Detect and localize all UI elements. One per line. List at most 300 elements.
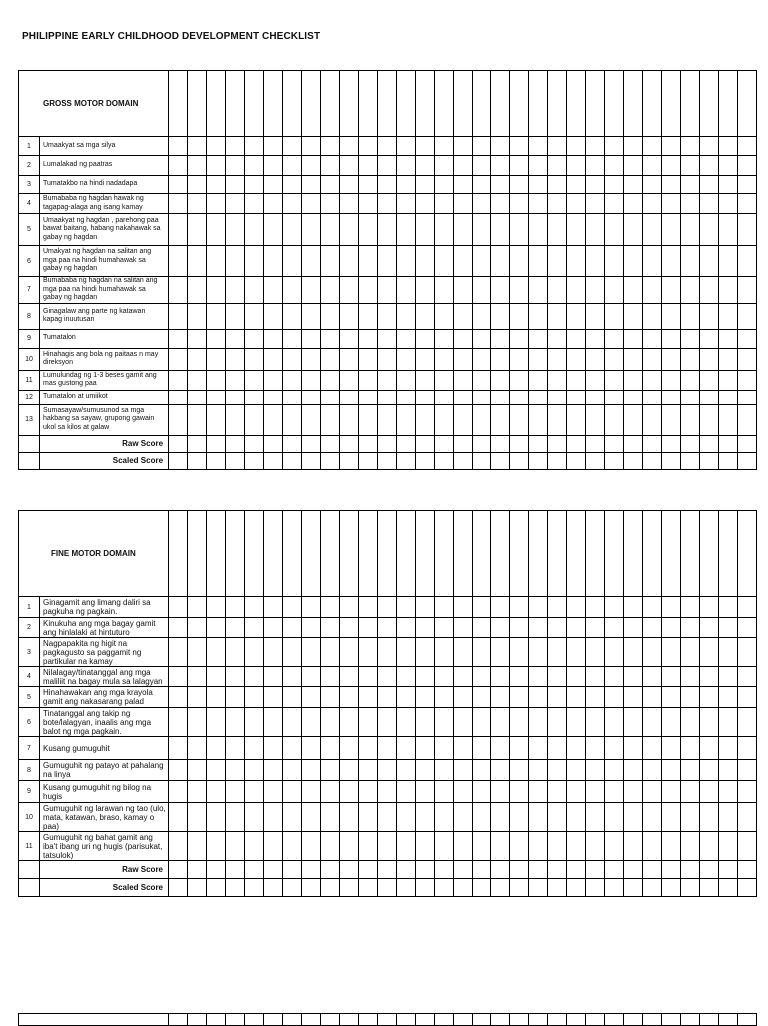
checklist-cell[interactable] (358, 737, 377, 760)
checklist-cell[interactable] (169, 760, 188, 781)
checklist-cell[interactable] (681, 511, 700, 597)
checklist-cell[interactable] (301, 879, 320, 897)
checklist-cell[interactable] (586, 348, 605, 370)
checklist-cell[interactable] (169, 861, 188, 879)
checklist-cell[interactable] (567, 708, 586, 737)
checklist-cell[interactable] (700, 214, 719, 246)
checklist-cell[interactable] (567, 667, 586, 687)
checklist-cell[interactable] (434, 71, 453, 137)
checklist-cell[interactable] (377, 781, 396, 803)
checklist-cell[interactable] (320, 390, 339, 404)
checklist-cell[interactable] (643, 156, 662, 176)
checklist-cell[interactable] (719, 194, 738, 214)
checklist-cell[interactable] (662, 760, 681, 781)
checklist-cell[interactable] (643, 781, 662, 803)
checklist-cell[interactable] (662, 176, 681, 194)
checklist-cell[interactable] (681, 404, 700, 435)
checklist-cell[interactable] (434, 370, 453, 390)
checklist-cell[interactable] (453, 861, 472, 879)
checklist-cell[interactable] (263, 511, 282, 597)
checklist-cell[interactable] (738, 390, 757, 404)
checklist-cell[interactable] (415, 638, 434, 667)
checklist-cell[interactable] (643, 390, 662, 404)
checklist-cell[interactable] (396, 348, 415, 370)
checklist-cell[interactable] (187, 452, 206, 469)
checklist-cell[interactable] (396, 832, 415, 861)
checklist-cell[interactable] (282, 760, 301, 781)
checklist-cell[interactable] (586, 71, 605, 137)
checklist-cell[interactable] (396, 156, 415, 176)
checklist-cell[interactable] (491, 781, 510, 803)
checklist-cell[interactable] (738, 71, 757, 137)
checklist-cell[interactable] (396, 861, 415, 879)
checklist-cell[interactable] (719, 329, 738, 348)
checklist-cell[interactable] (510, 435, 529, 452)
checklist-cell[interactable] (453, 618, 472, 638)
checklist-cell[interactable] (263, 760, 282, 781)
checklist-cell[interactable] (187, 390, 206, 404)
checklist-cell[interactable] (700, 348, 719, 370)
checklist-cell[interactable] (586, 667, 605, 687)
checklist-cell[interactable] (358, 452, 377, 469)
checklist-cell[interactable] (567, 803, 586, 832)
checklist-cell[interactable] (320, 879, 339, 897)
checklist-cell[interactable] (605, 194, 624, 214)
checklist-cell[interactable] (491, 760, 510, 781)
checklist-cell[interactable] (206, 370, 225, 390)
checklist-cell[interactable] (377, 404, 396, 435)
checklist-cell[interactable] (472, 511, 491, 597)
checklist-cell[interactable] (681, 861, 700, 879)
checklist-cell[interactable] (396, 194, 415, 214)
checklist-cell[interactable] (187, 329, 206, 348)
checklist-cell[interactable] (263, 618, 282, 638)
checklist-cell[interactable] (605, 404, 624, 435)
checklist-cell[interactable] (605, 390, 624, 404)
checklist-cell[interactable] (738, 246, 757, 277)
checklist-cell[interactable] (624, 71, 643, 137)
checklist-cell[interactable] (567, 277, 586, 304)
checklist-cell[interactable] (169, 803, 188, 832)
checklist-cell[interactable] (434, 597, 453, 618)
checklist-cell[interactable] (529, 137, 548, 156)
checklist-cell[interactable] (434, 156, 453, 176)
checklist-cell[interactable] (263, 861, 282, 879)
checklist-cell[interactable] (377, 511, 396, 597)
checklist-cell[interactable] (548, 71, 567, 137)
checklist-cell[interactable] (225, 156, 244, 176)
checklist-cell[interactable] (472, 832, 491, 861)
checklist-cell[interactable] (567, 452, 586, 469)
checklist-cell[interactable] (548, 404, 567, 435)
checklist-cell[interactable] (643, 277, 662, 304)
checklist-cell[interactable] (301, 137, 320, 156)
checklist-cell[interactable] (434, 404, 453, 435)
checklist-cell[interactable] (415, 803, 434, 832)
checklist-cell[interactable] (339, 435, 358, 452)
checklist-cell[interactable] (282, 638, 301, 667)
checklist-cell[interactable] (396, 137, 415, 156)
checklist-cell[interactable] (662, 214, 681, 246)
checklist-cell[interactable] (738, 832, 757, 861)
checklist-cell[interactable] (263, 390, 282, 404)
checklist-cell[interactable] (415, 452, 434, 469)
checklist-cell[interactable] (719, 638, 738, 667)
checklist-cell[interactable] (244, 638, 263, 667)
checklist-cell[interactable] (377, 176, 396, 194)
checklist-cell[interactable] (719, 879, 738, 897)
checklist-cell[interactable] (320, 832, 339, 861)
checklist-cell[interactable] (301, 194, 320, 214)
checklist-cell[interactable] (491, 348, 510, 370)
checklist-cell[interactable] (320, 687, 339, 708)
checklist-cell[interactable] (643, 760, 662, 781)
checklist-cell[interactable] (377, 737, 396, 760)
checklist-cell[interactable] (738, 303, 757, 329)
checklist-cell[interactable] (643, 329, 662, 348)
checklist-cell[interactable] (358, 760, 377, 781)
checklist-cell[interactable] (662, 194, 681, 214)
checklist-cell[interactable] (491, 194, 510, 214)
checklist-cell[interactable] (358, 71, 377, 137)
checklist-cell[interactable] (244, 832, 263, 861)
checklist-cell[interactable] (624, 214, 643, 246)
checklist-cell[interactable] (358, 687, 377, 708)
checklist-cell[interactable] (738, 435, 757, 452)
checklist-cell[interactable] (738, 277, 757, 304)
checklist-cell[interactable] (263, 737, 282, 760)
checklist-cell[interactable] (415, 781, 434, 803)
checklist-cell[interactable] (225, 708, 244, 737)
checklist-cell[interactable] (339, 277, 358, 304)
checklist-cell[interactable] (510, 832, 529, 861)
checklist-cell[interactable] (491, 861, 510, 879)
checklist-cell[interactable] (586, 390, 605, 404)
checklist-cell[interactable] (643, 246, 662, 277)
checklist-cell[interactable] (225, 137, 244, 156)
checklist-cell[interactable] (301, 452, 320, 469)
checklist-cell[interactable] (358, 370, 377, 390)
checklist-cell[interactable] (472, 452, 491, 469)
checklist-cell[interactable] (529, 597, 548, 618)
checklist-cell[interactable] (548, 760, 567, 781)
checklist-cell[interactable] (624, 597, 643, 618)
checklist-cell[interactable] (396, 390, 415, 404)
checklist-cell[interactable] (339, 687, 358, 708)
checklist-cell[interactable] (624, 737, 643, 760)
checklist-cell[interactable] (510, 618, 529, 638)
checklist-cell[interactable] (719, 737, 738, 760)
checklist-cell[interactable] (358, 708, 377, 737)
checklist-cell[interactable] (206, 277, 225, 304)
checklist-cell[interactable] (244, 370, 263, 390)
checklist-cell[interactable] (510, 277, 529, 304)
checklist-cell[interactable] (377, 667, 396, 687)
checklist-cell[interactable] (586, 370, 605, 390)
checklist-cell[interactable] (206, 176, 225, 194)
checklist-cell[interactable] (491, 687, 510, 708)
checklist-cell[interactable] (244, 452, 263, 469)
checklist-cell[interactable] (169, 708, 188, 737)
checklist-cell[interactable] (453, 303, 472, 329)
checklist-cell[interactable] (548, 781, 567, 803)
checklist-cell[interactable] (206, 638, 225, 667)
checklist-cell[interactable] (377, 435, 396, 452)
checklist-cell[interactable] (339, 214, 358, 246)
checklist-cell[interactable] (548, 737, 567, 760)
checklist-cell[interactable] (453, 348, 472, 370)
checklist-cell[interactable] (339, 737, 358, 760)
checklist-cell[interactable] (377, 452, 396, 469)
checklist-cell[interactable] (567, 137, 586, 156)
checklist-cell[interactable] (624, 760, 643, 781)
checklist-cell[interactable] (339, 781, 358, 803)
checklist-cell[interactable] (738, 667, 757, 687)
checklist-cell[interactable] (396, 277, 415, 304)
checklist-cell[interactable] (358, 246, 377, 277)
checklist-cell[interactable] (358, 511, 377, 597)
checklist-cell[interactable] (586, 638, 605, 667)
checklist-cell[interactable] (529, 370, 548, 390)
checklist-cell[interactable] (169, 687, 188, 708)
checklist-cell[interactable] (681, 435, 700, 452)
checklist-cell[interactable] (719, 708, 738, 737)
checklist-cell[interactable] (567, 618, 586, 638)
checklist-cell[interactable] (472, 390, 491, 404)
checklist-cell[interactable] (510, 708, 529, 737)
checklist-cell[interactable] (301, 246, 320, 277)
checklist-cell[interactable] (358, 618, 377, 638)
checklist-cell[interactable] (453, 638, 472, 667)
checklist-cell[interactable] (586, 246, 605, 277)
checklist-cell[interactable] (301, 329, 320, 348)
checklist-cell[interactable] (529, 879, 548, 897)
checklist-cell[interactable] (320, 760, 339, 781)
checklist-cell[interactable] (244, 737, 263, 760)
checklist-cell[interactable] (453, 737, 472, 760)
checklist-cell[interactable] (187, 194, 206, 214)
checklist-cell[interactable] (529, 803, 548, 832)
checklist-cell[interactable] (586, 452, 605, 469)
checklist-cell[interactable] (301, 348, 320, 370)
checklist-cell[interactable] (681, 71, 700, 137)
checklist-cell[interactable] (738, 687, 757, 708)
checklist-cell[interactable] (244, 435, 263, 452)
checklist-cell[interactable] (643, 708, 662, 737)
checklist-cell[interactable] (681, 277, 700, 304)
checklist-cell[interactable] (169, 435, 188, 452)
checklist-cell[interactable] (396, 687, 415, 708)
checklist-cell[interactable] (529, 435, 548, 452)
checklist-cell[interactable] (415, 329, 434, 348)
checklist-cell[interactable] (339, 861, 358, 879)
checklist-cell[interactable] (415, 760, 434, 781)
checklist-cell[interactable] (738, 329, 757, 348)
checklist-cell[interactable] (301, 803, 320, 832)
checklist-cell[interactable] (472, 404, 491, 435)
checklist-cell[interactable] (643, 737, 662, 760)
checklist-cell[interactable] (605, 861, 624, 879)
checklist-cell[interactable] (187, 667, 206, 687)
checklist-cell[interactable] (643, 348, 662, 370)
checklist-cell[interactable] (339, 370, 358, 390)
checklist-cell[interactable] (263, 781, 282, 803)
checklist-cell[interactable] (206, 303, 225, 329)
checklist-cell[interactable] (453, 781, 472, 803)
checklist-cell[interactable] (320, 137, 339, 156)
checklist-cell[interactable] (377, 348, 396, 370)
checklist-cell[interactable] (339, 618, 358, 638)
checklist-cell[interactable] (624, 194, 643, 214)
checklist-cell[interactable] (396, 618, 415, 638)
checklist-cell[interactable] (187, 687, 206, 708)
checklist-cell[interactable] (472, 708, 491, 737)
checklist-cell[interactable] (605, 597, 624, 618)
checklist-cell[interactable] (339, 329, 358, 348)
checklist-cell[interactable] (529, 404, 548, 435)
checklist-cell[interactable] (472, 638, 491, 667)
checklist-cell[interactable] (377, 861, 396, 879)
checklist-cell[interactable] (169, 638, 188, 667)
checklist-cell[interactable] (605, 879, 624, 897)
checklist-cell[interactable] (206, 803, 225, 832)
checklist-cell[interactable] (301, 638, 320, 667)
checklist-cell[interactable] (339, 760, 358, 781)
checklist-cell[interactable] (434, 861, 453, 879)
checklist-cell[interactable] (320, 638, 339, 667)
checklist-cell[interactable] (282, 511, 301, 597)
checklist-cell[interactable] (491, 390, 510, 404)
checklist-cell[interactable] (263, 452, 282, 469)
checklist-cell[interactable] (225, 214, 244, 246)
checklist-cell[interactable] (377, 194, 396, 214)
checklist-cell[interactable] (320, 176, 339, 194)
checklist-cell[interactable] (472, 71, 491, 137)
checklist-cell[interactable] (643, 370, 662, 390)
checklist-cell[interactable] (225, 618, 244, 638)
checklist-cell[interactable] (434, 214, 453, 246)
checklist-cell[interactable] (586, 781, 605, 803)
checklist-cell[interactable] (169, 277, 188, 304)
checklist-cell[interactable] (681, 329, 700, 348)
checklist-cell[interactable] (472, 687, 491, 708)
checklist-cell[interactable] (624, 879, 643, 897)
checklist-cell[interactable] (377, 597, 396, 618)
checklist-cell[interactable] (415, 618, 434, 638)
checklist-cell[interactable] (605, 214, 624, 246)
checklist-cell[interactable] (415, 861, 434, 879)
checklist-cell[interactable] (320, 781, 339, 803)
checklist-cell[interactable] (548, 214, 567, 246)
checklist-cell[interactable] (491, 511, 510, 597)
checklist-cell[interactable] (225, 781, 244, 803)
checklist-cell[interactable] (377, 618, 396, 638)
checklist-cell[interactable] (548, 137, 567, 156)
checklist-cell[interactable] (377, 156, 396, 176)
checklist-cell[interactable] (548, 452, 567, 469)
checklist-cell[interactable] (244, 348, 263, 370)
checklist-cell[interactable] (453, 404, 472, 435)
checklist-cell[interactable] (415, 737, 434, 760)
checklist-cell[interactable] (662, 348, 681, 370)
checklist-cell[interactable] (719, 781, 738, 803)
checklist-cell[interactable] (491, 246, 510, 277)
checklist-cell[interactable] (491, 879, 510, 897)
checklist-cell[interactable] (453, 597, 472, 618)
checklist-cell[interactable] (263, 156, 282, 176)
checklist-cell[interactable] (169, 303, 188, 329)
checklist-cell[interactable] (396, 803, 415, 832)
checklist-cell[interactable] (586, 214, 605, 246)
checklist-cell[interactable] (453, 277, 472, 304)
checklist-cell[interactable] (529, 832, 548, 861)
checklist-cell[interactable] (700, 194, 719, 214)
checklist-cell[interactable] (434, 781, 453, 803)
checklist-cell[interactable] (301, 781, 320, 803)
checklist-cell[interactable] (491, 329, 510, 348)
checklist-cell[interactable] (719, 687, 738, 708)
checklist-cell[interactable] (339, 452, 358, 469)
checklist-cell[interactable] (453, 879, 472, 897)
checklist-cell[interactable] (263, 370, 282, 390)
checklist-cell[interactable] (225, 370, 244, 390)
checklist-cell[interactable] (396, 370, 415, 390)
checklist-cell[interactable] (377, 370, 396, 390)
checklist-cell[interactable] (320, 303, 339, 329)
checklist-cell[interactable] (434, 760, 453, 781)
checklist-cell[interactable] (301, 667, 320, 687)
checklist-cell[interactable] (169, 390, 188, 404)
checklist-cell[interactable] (624, 687, 643, 708)
checklist-cell[interactable] (472, 618, 491, 638)
checklist-cell[interactable] (169, 781, 188, 803)
checklist-cell[interactable] (396, 781, 415, 803)
checklist-cell[interactable] (605, 638, 624, 667)
checklist-cell[interactable] (169, 511, 188, 597)
checklist-cell[interactable] (510, 390, 529, 404)
checklist-cell[interactable] (434, 803, 453, 832)
checklist-cell[interactable] (169, 737, 188, 760)
checklist-cell[interactable] (434, 435, 453, 452)
checklist-cell[interactable] (605, 618, 624, 638)
checklist-cell[interactable] (282, 303, 301, 329)
checklist-cell[interactable] (225, 71, 244, 137)
checklist-cell[interactable] (510, 329, 529, 348)
checklist-cell[interactable] (738, 176, 757, 194)
checklist-cell[interactable] (377, 687, 396, 708)
checklist-cell[interactable] (510, 667, 529, 687)
checklist-cell[interactable] (396, 879, 415, 897)
checklist-cell[interactable] (320, 597, 339, 618)
checklist-cell[interactable] (491, 832, 510, 861)
checklist-cell[interactable] (738, 618, 757, 638)
checklist-cell[interactable] (624, 832, 643, 861)
checklist-cell[interactable] (169, 156, 188, 176)
checklist-cell[interactable] (206, 71, 225, 137)
checklist-cell[interactable] (510, 194, 529, 214)
checklist-cell[interactable] (282, 329, 301, 348)
checklist-cell[interactable] (662, 667, 681, 687)
checklist-cell[interactable] (586, 176, 605, 194)
checklist-cell[interactable] (301, 435, 320, 452)
checklist-cell[interactable] (339, 71, 358, 137)
checklist-cell[interactable] (282, 667, 301, 687)
checklist-cell[interactable] (662, 638, 681, 667)
checklist-cell[interactable] (700, 246, 719, 277)
checklist-cell[interactable] (206, 194, 225, 214)
checklist-cell[interactable] (472, 861, 491, 879)
checklist-cell[interactable] (415, 390, 434, 404)
